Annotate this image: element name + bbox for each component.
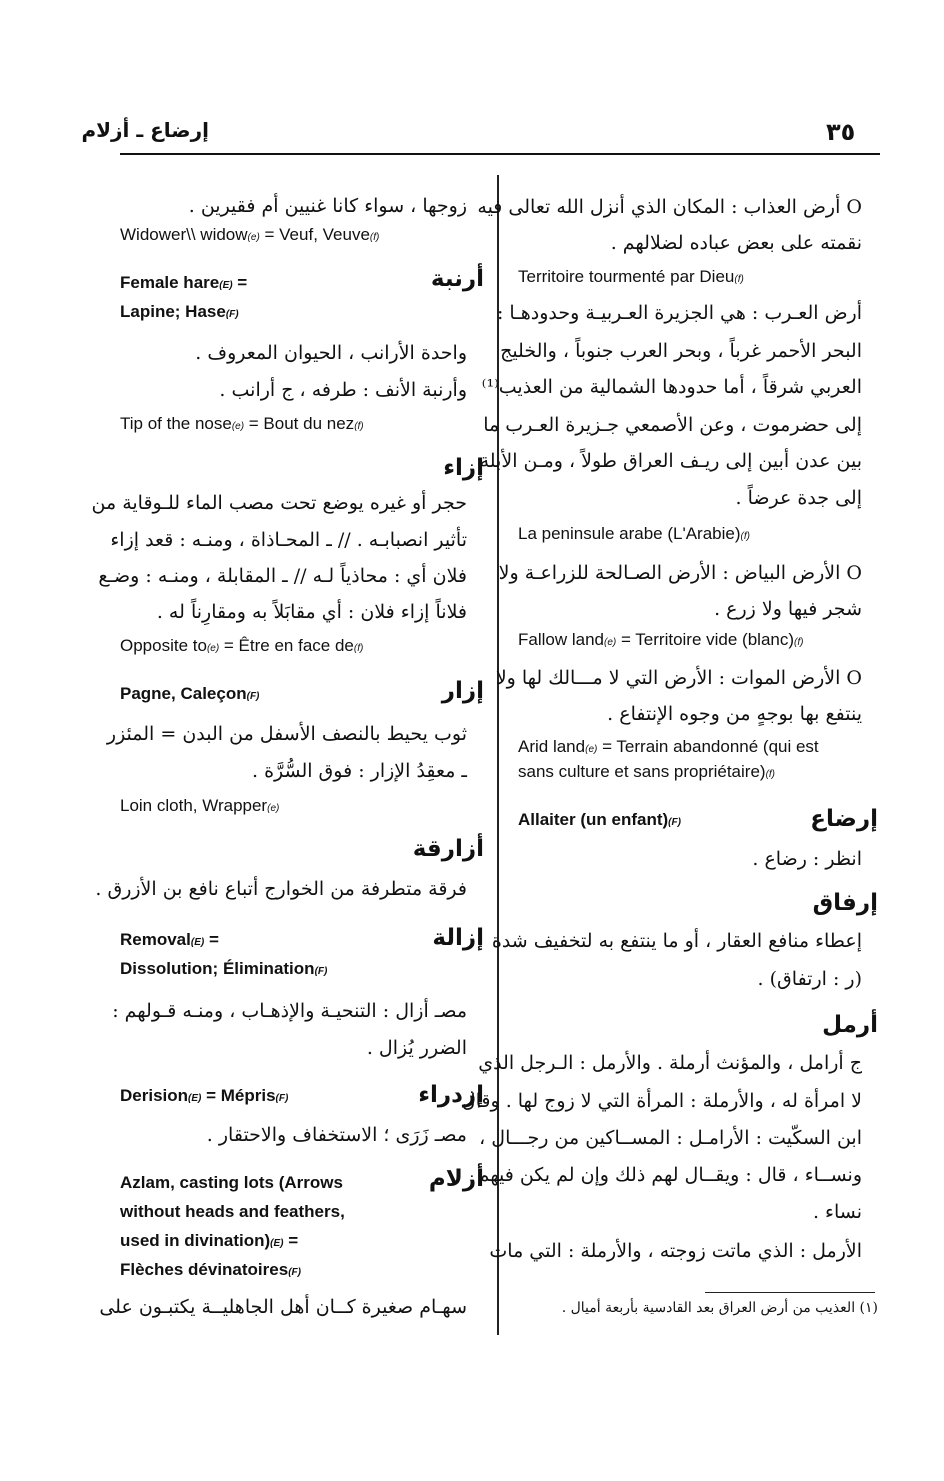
headword-gloss [120,930,219,950]
lang-tag: (f) [354,421,364,432]
entry-text: زوجها ، سواء كانا غنيين أم فقيرين . [188,195,467,217]
headword: أزلام [428,1166,484,1192]
entry-text: فلاناً إزاء فلان : أي مقابَلاً به ومقارِناً له . [156,601,467,623]
gloss-fr: Flèches dévinatoires [120,1260,289,1279]
headword-gloss [518,810,681,830]
gloss-fr: Dissolution; Élimination [120,959,315,978]
translation-fr: = Être en face de [219,636,354,655]
entry-text: الأرمل : الذي ماتت زوجته ، والأرملة : التي مات [489,1240,862,1262]
translation-line [120,796,279,816]
headword: إرفاق [812,890,878,916]
footnote-rule [705,1292,875,1293]
gloss-en: Derision [120,1086,189,1105]
gloss-en: used in divination) [120,1231,271,1250]
headword-gloss [120,1086,288,1106]
lang-tag: (E) [270,1238,284,1249]
headword-gloss [120,1260,301,1280]
footnote: (١) العذيب من أرض العراق بعد القادسية بأربعة أميال . [561,1300,878,1316]
entry-text: نقمته على بعض عباده لضلالهم . [610,232,862,254]
entry-text: O أرض العذاب : المكان الذي أنزل الله تعالى فيه [477,196,862,218]
lang-tag: (F) [668,817,681,828]
headword-gloss: Azlam, casting lots (Arrows [120,1173,343,1192]
entry-text: ج أرامل ، والمؤنث أرملة . والأرمل : الـرجل الذي [478,1052,862,1074]
lang-tag: (e) [585,744,598,755]
translation-fr: = Bout du nez [244,414,355,433]
lang-tag: (E) [190,937,205,948]
entry-text: إلى حضرموت ، وعن الأصمعي جـزيرة العـرب ما [483,414,862,436]
entry-text: بين عدن أبين إلى ريـف العراق طولاً ، ومـن الأبلة [479,450,862,472]
lang-tag: (F) [314,966,328,977]
entry-text: سهـام صغيرة كــان أهل الجاهليــة يكتبـون على [99,1296,467,1318]
translation-line [518,630,803,650]
lang-tag: (e) [206,643,220,654]
gloss-fr: Allaiter (un enfant) [518,810,669,829]
entry-text: انظر : رضاع . [752,848,862,870]
gloss-fr: = Mépris [201,1086,276,1105]
headword-gloss [120,273,247,293]
headword: أزارقة [412,836,484,862]
translation-en: Fallow land [518,630,604,649]
headword-gloss [120,959,327,979]
entry-text: إعطاء منافع العقار ، أو ما ينتفع به لتخفيف شدة [491,930,862,952]
gloss-eq: = [204,930,219,949]
entry-text: إلى جدة عرضاً . [735,487,862,509]
entry-text: لا امرأة له ، والأرملة : المرأة التي لا زوج لها . وقال [461,1090,862,1112]
entry-text: مصـ زَرَى ؛ الاستخفاف والاحتقار . [206,1124,467,1146]
header-rule [120,153,880,155]
translation-line [518,762,775,782]
translation-fr: Territoire tourmenté par Dieu [518,267,735,286]
headword: أرنبة [430,266,484,292]
headword-gloss [120,302,239,322]
headword: أرمل [822,1012,878,1038]
lang-tag: (e) [604,637,617,648]
translation-line [518,524,750,544]
entry-text: العربي شرقاً ، أما حدودها الشمالية من العذيب⁽¹⁾ [481,376,862,398]
entry-text: ينتفع بها بوجهٍ من وجوه الإنتفاع . [607,703,862,725]
headword: إزاء [443,455,484,481]
entry-text: (ر : ارتفاق) . [757,968,862,990]
entry-text: O الأرض البياض : الأرض الصـالحة للزراعـة ولا [498,562,862,584]
running-title: إرضاع ـ أزلام [81,118,209,142]
translation-line [120,225,379,245]
lang-tag: (f) [369,232,380,243]
translation-line [120,636,363,656]
entry-text: حجر أو غيره يوضع تحت مصب الماء للـوقاية من [91,492,467,514]
entry-text: فرقة متطرفة من الخوارج أتباع نافع بن الأزرق . [95,878,467,900]
lang-tag: (e) [247,232,260,243]
translation-line [120,414,364,434]
gloss-eq: = [232,273,248,292]
entry-text: نساء . [812,1201,862,1223]
entry-text: وأرنبة الأنف : طرفه ، ج أرانب . [219,379,467,401]
entry-text: O الأرض الموات : الأرض التي لا مـــالك لها ولا [495,667,862,689]
translation-en: Arid land [518,737,586,756]
translation-en: Tip of the nose [120,414,232,433]
page-number: ٣٥ [826,118,856,146]
entry-text: تأثير انصبابـه . // ـ المحـاذاة ، ومنـه : قعد إزاء [110,529,467,551]
translation-fr: La peninsule arabe (L'Arabie) [518,524,741,543]
lang-tag: (f) [734,274,744,285]
lang-tag: (F) [246,691,260,702]
lang-tag: (F) [275,1093,289,1104]
lang-tag: (e) [267,803,280,814]
lang-tag: (F) [288,1267,301,1278]
lang-tag: (F) [225,309,239,320]
headword-gloss [120,684,259,704]
translation-en: Opposite to [120,636,207,655]
entry-text: ثوب يحيط بالنصف الأسفل من البدن = المئزر [106,723,467,745]
column-divider [497,175,499,1335]
translation-fr: = Territoire vide (blanc) [616,630,795,649]
entry-text: واحدة الأرانب ، الحيوان المعروف . [195,342,467,364]
lang-tag: (e) [231,421,245,432]
headword: إزالة [432,925,484,951]
translation-fr: = Veuf, Veuve [259,225,370,244]
entry-text: أرض العـرب : هي الجزيرة العـربيـة وحدودهـا : [496,302,862,324]
translation-en: Widower\\ widow [120,225,248,244]
headword-gloss: without heads and feathers, [120,1202,345,1221]
lang-tag: (f) [794,637,804,648]
entry-text: ـ معقِدُ الإزار : فوق السُّرَّة . [251,760,467,782]
lang-tag: (f) [765,769,776,780]
gloss-eq: = [283,1231,299,1250]
entry-text: ابن السكّيت : الأرامـل : المســاكين من رجـــال ، [479,1127,862,1149]
entry-text: البحر الأحمر غرباً ، وبحر العرب جنوباً ، والخليج [500,340,862,362]
translation-fr: = Terrain abandonné (qui est [597,737,819,756]
gloss-fr: Pagne, Caleçon [120,684,247,703]
lang-tag: (f) [353,643,364,654]
entry-text: فلان أي : محاذياً لـه // ـ المقابلة ، ومنـه : وضـع [98,565,467,587]
lang-tag: (E) [219,280,233,291]
headword: إرضاع [810,806,878,832]
translation-en: Loin cloth, Wrapper [120,796,268,815]
entry-text: مصـ أزال : التنحيـة والإذهـاب ، ومنـه قـولهم : [112,1000,467,1022]
headword: إزار [441,678,484,704]
headword-gloss [120,1231,298,1251]
translation-line [518,267,744,287]
entry-text: شجر فيها ولا زرع . [714,598,862,620]
translation-fr: sans culture et sans propriétaire) [518,762,766,781]
entry-text: الضرر يُزال . [366,1037,467,1059]
headword: إزدراء [418,1082,484,1108]
gloss-en: Female hare [120,273,220,292]
lang-tag: (f) [740,531,750,542]
gloss-fr: Lapine; Hase [120,302,226,321]
gloss-en: Removal [120,930,191,949]
entry-text: ونســاء ، قال : ويقــال لهم ذلك وإن لم يكن فيهم [477,1164,862,1186]
lang-tag: (E) [188,1093,202,1104]
translation-line [518,737,819,757]
